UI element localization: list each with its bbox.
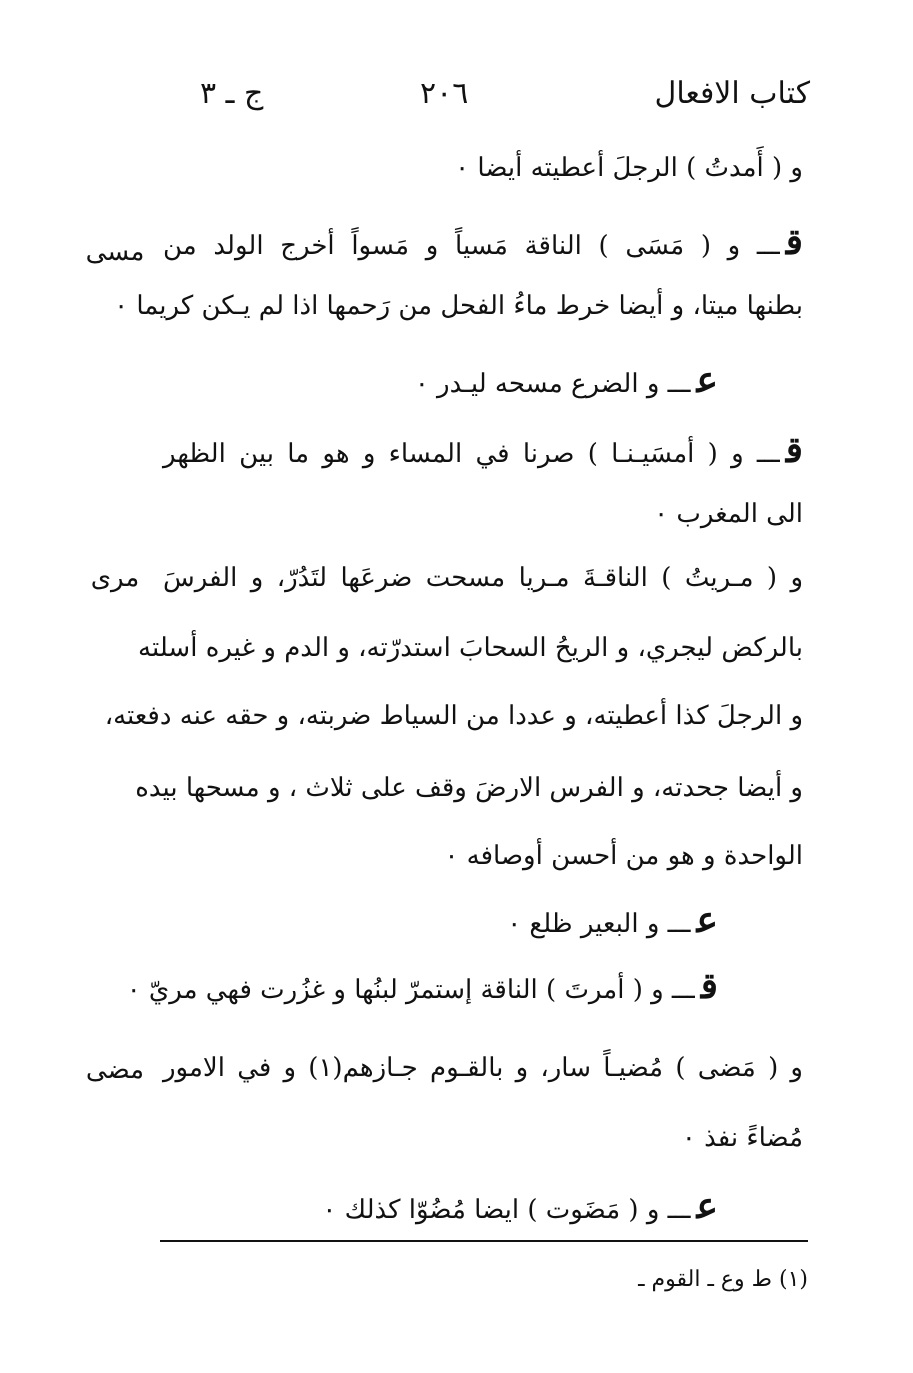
text-line: و ( مـريتُ ) الناقـةَ مـريا مسحت ضرعَها لتَدُرّ، و الفرسَ	[163, 563, 803, 593]
text-line: عـــ و الضرع مسحه ليـدر ٠	[414, 359, 718, 401]
text-line: و الرجلَ كذا أعطيته، و عددا من السياط ضربته، و حقه عنه دفعته،	[104, 701, 803, 731]
volume-number: ج ـ ٣	[200, 76, 264, 111]
book-title: كتاب الافعال	[654, 76, 810, 111]
text-line: و ( أَمدتُ ) الرجلَ أعطيته أيضا ٠	[455, 153, 803, 183]
text-line: بطنها ميتا، و أيضا خرط ماءُ الفحل من رَحمها اذا لم يـكن كريما ٠	[114, 291, 803, 321]
footnote-divider	[160, 1240, 808, 1242]
entry-marker: ع	[696, 1185, 718, 1227]
text-line: و أيضا جحدته، و الفرس الارضَ وقف على ثلاث ، و مسحها بيده	[135, 773, 803, 803]
text-line: قـــ و ( أمرتَ ) الناقة إستمرّ لبنُها و غزُرت فهي مريّ ٠	[126, 965, 718, 1007]
page-number: ٢٠٦	[420, 76, 469, 111]
text-line: الى المغرب ٠	[654, 499, 803, 529]
entry-marker: ق	[785, 429, 803, 471]
entry-marker: ق	[785, 221, 803, 263]
entry-marker: ع	[696, 359, 718, 401]
text-line: عـــ و البعير ظلع ٠	[507, 899, 718, 941]
margin-headword: مرى	[90, 563, 140, 593]
entry-marker: ق	[700, 965, 718, 1007]
text-line: عـــ و ( مَضَوت ) ايضا مُضُوّا كذلك ٠	[322, 1185, 718, 1227]
text-line: الواحدة و هو من أحسن أوصافه ٠	[444, 841, 803, 871]
page-header	[190, 76, 810, 126]
margin-headword: مسى	[85, 237, 145, 267]
text-line: و ( مَضى ) مُضيـاً سار، و بالقـوم جـازهم(١) و في الامور	[163, 1053, 803, 1083]
text-line: مُضاءً نفذ ٠	[681, 1123, 803, 1153]
footnote: (١) ط وع ـ القوم ـ	[638, 1267, 808, 1292]
text-line: قـــ و ( مَسَى ) الناقة مَسياً و مَسواً أخرج الولد من	[163, 221, 803, 263]
text-line: قـــ و ( أمسَيـنـا ) صرنا في المساء و هو ما بين الظهر	[163, 429, 803, 471]
entry-marker: ع	[696, 899, 718, 941]
margin-headword: مضى	[85, 1055, 145, 1085]
text-line: بالركض ليجري، و الريحُ السحابَ استدرّته، و الدم و غيره أسلته	[138, 633, 803, 663]
